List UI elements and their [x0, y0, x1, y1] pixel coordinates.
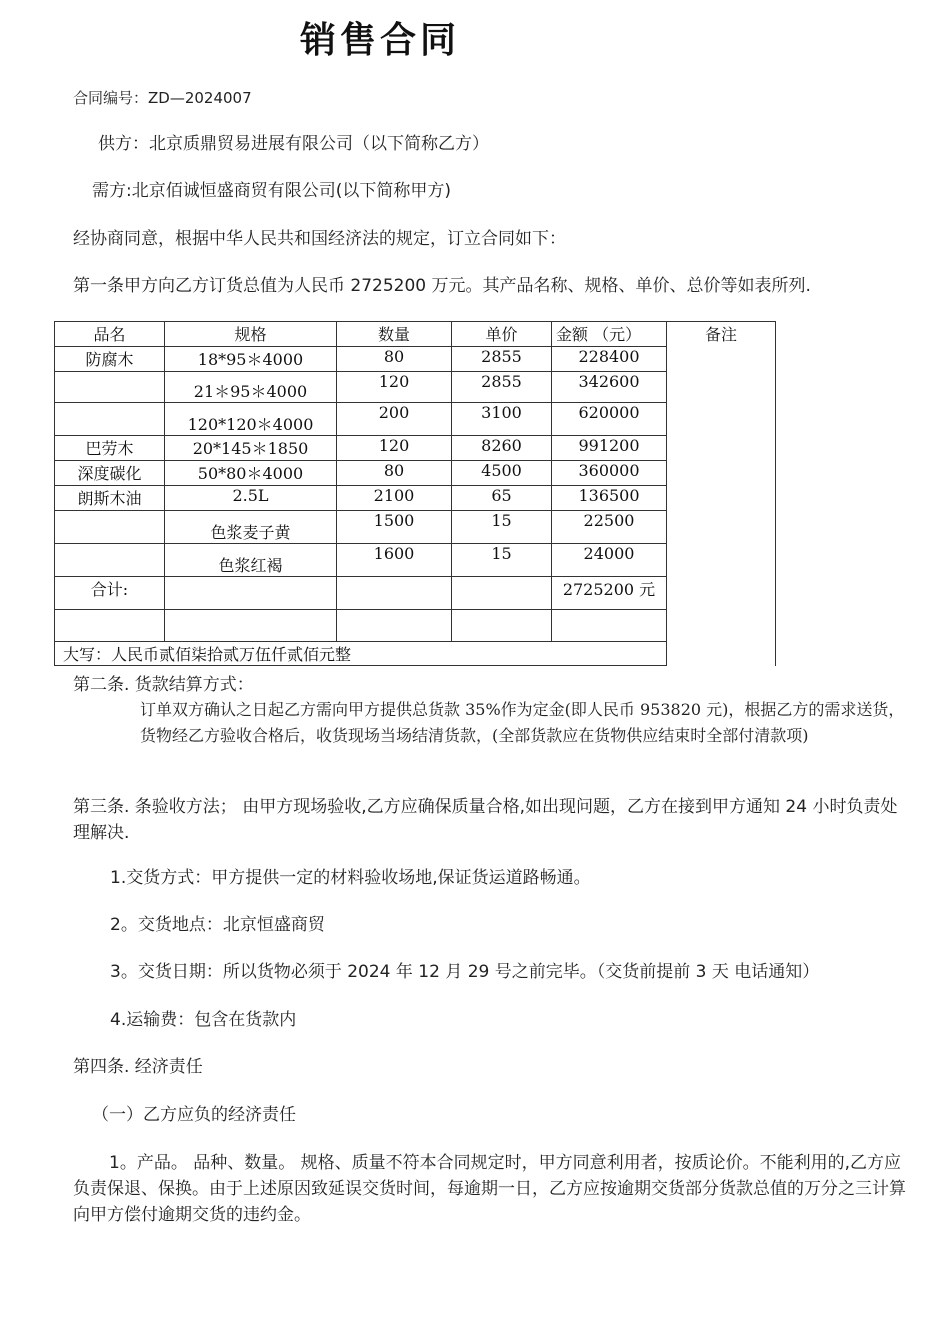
- cell-qty: 120: [337, 372, 452, 403]
- cell-empty: [337, 610, 452, 642]
- table-header-row: [55, 322, 776, 347]
- cell-amount: 360000: [552, 461, 667, 486]
- article-2-body: 订单双方确认之日起乙方需向甲方提供总货款 35%作为定金(即人民币 953820 元)，根据乙方的需求送货，货物经乙方验收合格后，收货现场当场结清货款，(全部货款应在货物供应结束时全部付清款项): [140, 700, 905, 745]
- cell-spec: 50*80＊4000: [165, 461, 337, 486]
- delivery-place: 2。交货地点：北京恒盛商贸: [110, 915, 325, 935]
- delivery-method: 1.交货方式：甲方提供一定的材料验收场地,保证货运道路畅通。: [110, 868, 591, 888]
- article-4-heading: 第四条. 经济责任: [73, 1057, 203, 1077]
- cell-empty: [452, 610, 552, 642]
- cell-qty: 80: [337, 461, 452, 486]
- cell-name: [55, 403, 165, 436]
- cell-price: 4500: [452, 461, 552, 486]
- cell-name: [55, 544, 165, 577]
- cell-qty: 120: [337, 436, 452, 461]
- cell-spec: 18*95＊4000: [165, 347, 337, 372]
- cell-spec: 色浆麦子黄: [165, 511, 337, 544]
- cell-price: 2855: [452, 372, 552, 403]
- header-name: 品名: [55, 322, 165, 347]
- article-2-heading: 第二条. 货款结算方式：: [73, 675, 254, 695]
- cell-name: [55, 372, 165, 403]
- goods-table: [54, 321, 776, 666]
- cell-spec: 2.5L: [165, 486, 337, 511]
- cell-empty: [337, 577, 452, 610]
- delivery-date: 3。交货日期：所以货物必须于 2024 年 12 月 29 号之前完毕。（交货前提前 3 天 电话通知）: [110, 962, 820, 982]
- cell-amount: 24000: [552, 544, 667, 577]
- cell-empty: [165, 577, 337, 610]
- header-amount: 金额 （元）: [552, 322, 667, 347]
- cell-name: 深度碳化: [55, 461, 165, 486]
- cell-amount: 22500: [552, 511, 667, 544]
- cell-empty: [165, 610, 337, 642]
- cell-amount: 991200: [552, 436, 667, 461]
- cell-amount: 620000: [552, 403, 667, 436]
- total-amount: 2725200 元: [552, 577, 667, 610]
- header-spec: 规格: [165, 322, 337, 347]
- cell-amount: 342600: [552, 372, 667, 403]
- cell-price: 65: [452, 486, 552, 511]
- cell-empty: [552, 610, 667, 642]
- article-4-para-1: 1。产品。 品种、数量。 规格、质量不符本合同规定时，甲方同意利用者，按质论价。不能利用的,乙方应负责保退、保换。由于上述原因致延误交货时间，每逾期一日，乙方应按逾期交货部分货款总值的万分之三计算向甲方偿付逾期交货的违约金。: [73, 1153, 906, 1225]
- freight: 4.运输费：包含在货款内: [110, 1010, 297, 1030]
- cell-qty: 200: [337, 403, 452, 436]
- article-4-sub-1: （一）乙方应负的经济责任: [92, 1105, 296, 1125]
- cell-price: 3100: [452, 403, 552, 436]
- article-3: 第三条. 条验收方法； 由甲方现场验收,乙方应确保质量合格,如出现问题，乙方在接到甲方通知 24 小时负责处理解决.: [73, 797, 898, 843]
- amount-in-words: 大写：人民币贰佰柒拾贰万伍仟贰佰元整: [55, 642, 667, 666]
- cell-qty: 1500: [337, 511, 452, 544]
- cell-price: 15: [452, 511, 552, 544]
- cell-qty: 1600: [337, 544, 452, 577]
- header-price: 单价: [452, 322, 552, 347]
- cell-amount: 136500: [552, 486, 667, 511]
- intro-line: 经协商同意，根据中华人民共和国经济法的规定，订立合同如下：: [73, 229, 566, 249]
- cell-name: 防腐木: [55, 347, 165, 372]
- cell-empty: [452, 577, 552, 610]
- buyer-line: 需方:北京佰诚恒盛商贸有限公司(以下简称甲方): [92, 181, 451, 201]
- cell-amount: 228400: [552, 347, 667, 372]
- cell-price: 15: [452, 544, 552, 577]
- cell-price: 8260: [452, 436, 552, 461]
- header-remark: 备注: [667, 322, 776, 666]
- cell-empty: [55, 610, 165, 642]
- cell-name: 朗斯木油: [55, 486, 165, 511]
- cell-spec: 色浆红褐: [165, 544, 337, 577]
- cell-qty: 80: [337, 347, 452, 372]
- cell-spec: 120*120＊4000: [165, 403, 337, 436]
- cell-spec: 21＊95＊4000: [165, 372, 337, 403]
- article-1: 第一条甲方向乙方订货总值为人民币 2725200 万元。其产品名称、规格、单价、总价等如表所列.: [73, 276, 811, 296]
- cell-price: 2855: [452, 347, 552, 372]
- cell-spec: 20*145＊1850: [165, 436, 337, 461]
- contract-number: 合同编号：ZD—2024007: [73, 89, 252, 107]
- cell-name: [55, 511, 165, 544]
- cell-name: 巴劳木: [55, 436, 165, 461]
- supplier-line: 供方：北京质鼎贸易进展有限公司（以下简称乙方）: [98, 134, 489, 154]
- total-label: 合计:: [55, 577, 165, 610]
- document-title: 销售合同: [300, 20, 461, 61]
- cell-qty: 2100: [337, 486, 452, 511]
- header-qty: 数量: [337, 322, 452, 347]
